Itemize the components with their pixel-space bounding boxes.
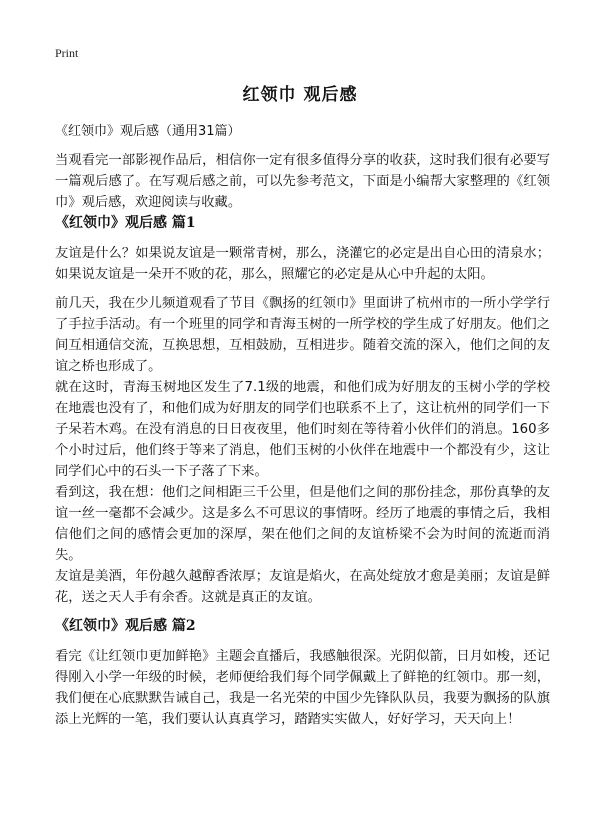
- section-1-paragraph-1: 友谊是什么？如果说友谊是一颗常青树，那么，浇灌它的必定是出自心田的清泉水；如果说友谊是一朵开不败的花，那么，照耀它的必定是从心中升起的太阳。: [55, 246, 550, 282]
- section-1-paragraph-2: 前几天，我在少儿频道观看了节目《飘扬的红领巾》里面讲了杭州市的一所小学学行了手拉手活动。有一个班里的同学和青海玉树的一所学校的学生成了好朋友。他们之间互相通信交流，互换思想，互相鼓励，互相进步。随着交流的深入，他们之间的友谊之桥也形成了。: [55, 296, 550, 374]
- section-heading-2: 《红领巾》观后感 篇2: [55, 618, 196, 634]
- section-heading-1: 《红领巾》观后感 篇1: [55, 215, 196, 231]
- section-2-paragraph-1: 看完《让红领巾更加鲜艳》主题会直播后，我感触很深。光阴似箭，日月如梭，还记得刚入小学一年级的时候，老师便给我们每个同学佩戴上了鲜艳的红领巾。那一刻，我们便在心底默默告诫自己，我是一名光荣的中国少先锋队队员，我要为飘扬的队旗添上光辉的一笔，我们要认认真真学习，踏踏实实做人，好好学习，天天向上！: [55, 649, 550, 727]
- section-1-paragraph-5: 友谊是美酒，年份越久越醇香浓厚；友谊是焰火，在高处绽放才愈是美丽；友谊是鲜花，送之天人手有余香。这就是真正的友谊。: [55, 569, 550, 605]
- intro-paragraph: 当观看完一部影视作品后，相信你一定有很多值得分享的收获，这时我们很有必要写一篇观后感了。在写观后感之前，可以先参考范文，下面是小编帮大家整理的《红领巾》观后感，欢迎阅读与收藏。: [55, 153, 550, 210]
- section-1-paragraph-3: 就在这时，青海玉树地区发生了7.1级的地震，和他们成为好朋友的玉树小学的学校在地震也没有了，和他们成为好朋友的同学们也联系不上了，这让杭州的同学们一下子呆若木鸡。在没有消息的日日夜夜里，他们时刻在等待着小伙伴们的消息。160多个小时过后，他们终于等来了消息，他们玉树的小伙伴在地震中一个都没有少，这让同学们心中的石头一下子落了下来。: [55, 380, 550, 479]
- section-1-paragraph-4: 看到这，我在想：他们之间相距三千公里，但是他们之间的那份挂念，那份真挚的友谊一丝一毫都不会减少。这是多么不可思议的事情呀。经历了地震的事情之后，我相信他们之间的感情会更加的深厚，架在他们之间的友谊桥梁不会为时间的流逝而消失。: [55, 485, 550, 563]
- article-subtitle: 《红领巾》观后感（通用31篇）: [55, 124, 241, 139]
- print-link[interactable]: Print: [55, 46, 79, 60]
- page-title: 红领巾 观后感: [242, 85, 358, 105]
